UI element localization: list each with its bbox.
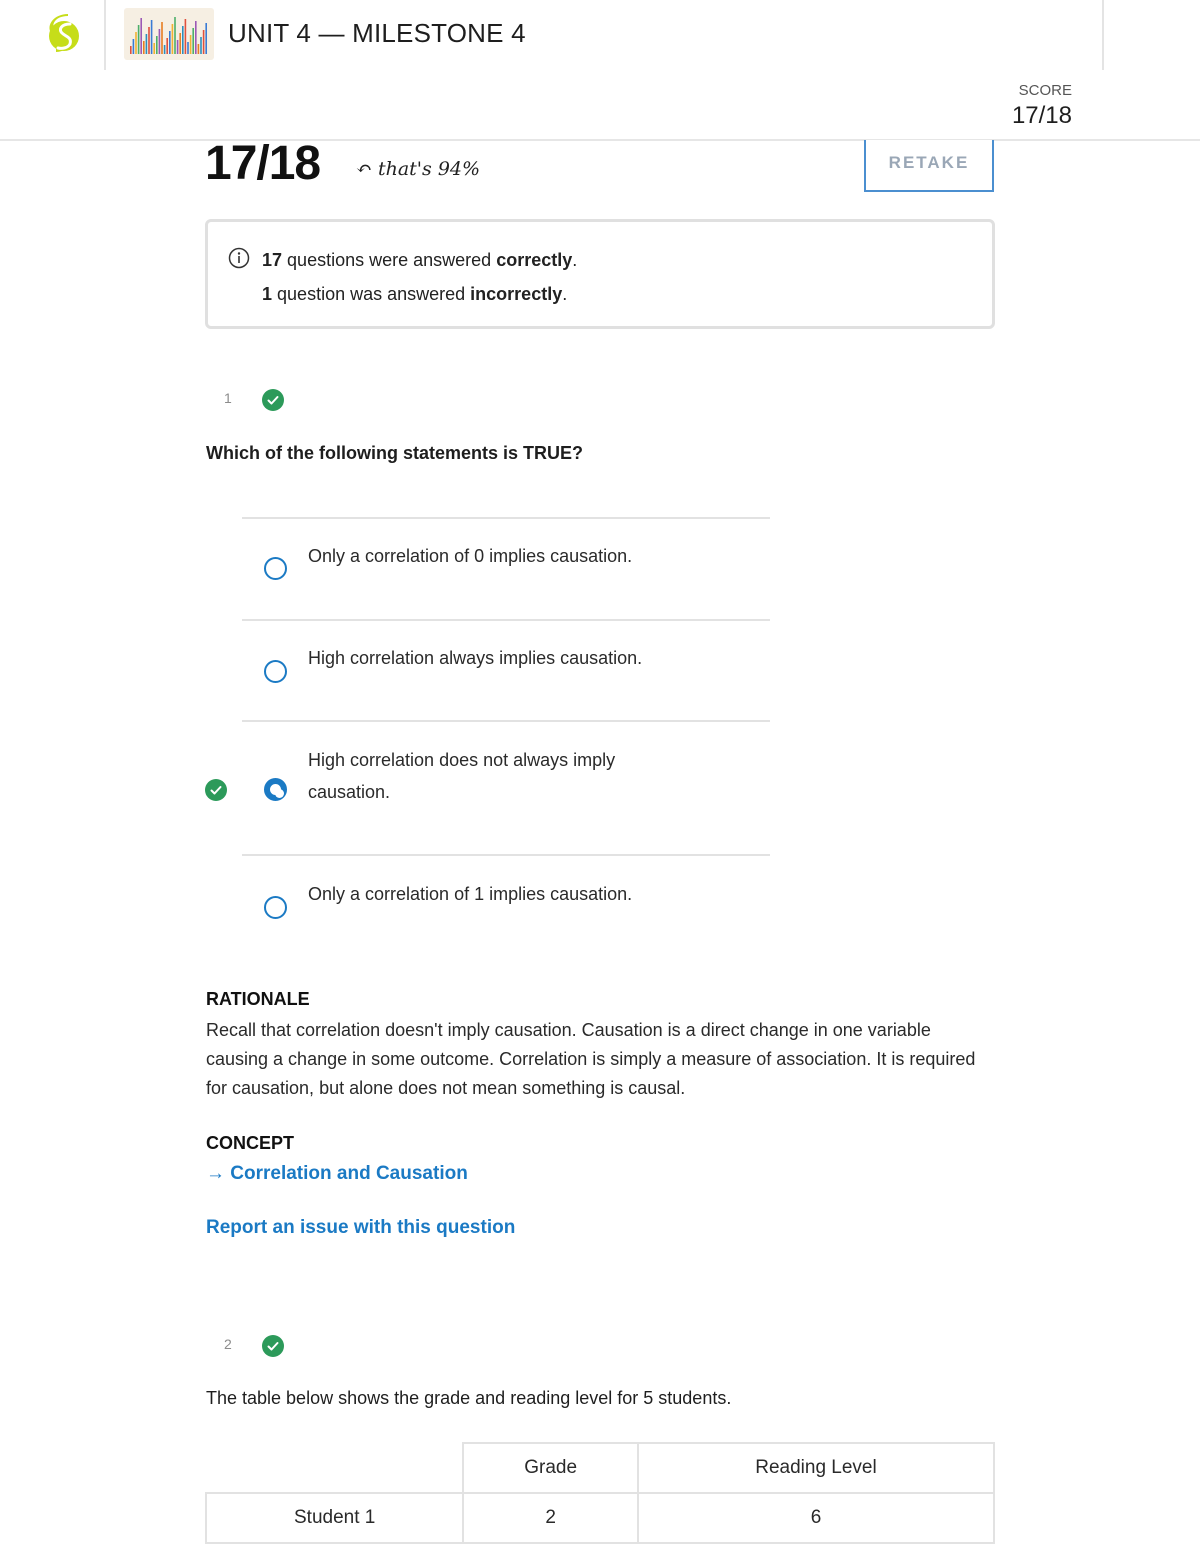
thumbnail-bar [166,38,168,54]
result-summary-box [205,219,995,329]
question-prompt: Which of the following statements is TRUE? [206,443,584,463]
option-divider [242,619,770,621]
concept-link[interactable] [206,1163,468,1185]
question-number: 2 [224,1336,232,1352]
question-prompt: The table below shows the grade and reading level for 5 students. [206,1388,732,1408]
rationale-heading: RATIONALE [206,989,310,1009]
thumbnail-bar [130,46,132,54]
thumbnail-bar [172,24,174,54]
question-number: 1 [224,390,232,406]
percent-note [356,158,480,180]
header-divider [104,0,106,70]
option-radio[interactable] [264,660,287,683]
thumbnail-bar [182,26,184,54]
header-divider-right [1102,0,1104,70]
thumbnail-bar [198,44,200,54]
top-bar [0,0,1200,70]
table-header-cell: Reading Level [638,1443,994,1493]
option-label[interactable]: Only a correlation of 0 implies causation. [308,546,633,566]
thumbnail-bar [140,18,142,54]
option-label[interactable]: High correlation always implies causation. [308,648,643,668]
option-radio[interactable] [264,557,287,580]
thumbnail-bar [195,21,197,54]
thumbnail-bar [151,20,153,54]
option-label[interactable]: Only a correlation of 1 implies causation. [308,884,633,904]
thumbnail-bar [133,39,135,54]
concept-heading: CONCEPT [206,1133,295,1153]
score-value: 17/18 [1011,102,1072,129]
option-divider [242,517,770,519]
summary-correct: 17 questions were answered correctly. [262,250,578,270]
option-divider [242,720,770,722]
table-header-cell [206,1443,463,1493]
thumbnail-bar [164,45,166,54]
table-cell: 6 [638,1493,994,1543]
thumbnail-bar [143,41,145,54]
table-cell: Student 1 [206,1493,463,1543]
score-label: SCORE [1018,82,1072,99]
thumbnail-bar [179,33,181,54]
rationale-text: Recall that correlation doesn't imply causation. Causation is a direct change in one variable causing a change in some outcome. Correlation is simply a measure of association. It is required for causation, but alone does not mean something is causal. [206,1020,976,1098]
thumbnail-bar [187,42,189,54]
thumbnail-bar [169,31,171,54]
arrow-right-icon: → [206,1163,225,1184]
result-score: 17/18 [205,137,321,190]
correct-answer-check-icon [205,779,227,801]
percent-note-text: that's 94% [377,158,481,180]
unit-thumbnail [124,8,214,60]
thumbnail-bar [200,37,202,54]
thumbnail-bar [203,30,205,54]
thumbnail-bar [159,29,161,54]
option-label[interactable]: High correlation does not always imply causation. [308,750,616,802]
thumbnail-bar [185,19,187,54]
table-cell: 2 [463,1493,638,1543]
summary-incorrect: 1 question was answered incorrectly. [262,284,568,304]
arrow-left-icon: ↶ [356,158,372,180]
report-issue-link[interactable]: Report an issue with this question [206,1217,516,1238]
unit-title: UNIT 4 — MILESTONE 4 [228,18,526,48]
table-row [206,1493,994,1543]
thumbnail-bar [138,25,140,54]
concept-link-text[interactable]: Correlation and Causation [230,1163,468,1184]
thumbnail-bar [156,36,158,54]
table-header-row [206,1443,994,1493]
header-separator [0,139,1200,141]
correct-check-icon [262,1335,284,1357]
thumbnail-bar [174,17,176,54]
thumbnail-bar [190,35,192,54]
table-header-cell: Grade [463,1443,638,1493]
thumbnail-bar [205,23,207,54]
thumbnail-bar [177,40,179,54]
info-icon [228,247,250,269]
sophia-logo-icon[interactable] [44,12,84,60]
option-radio[interactable] [264,896,287,919]
correct-check-icon [262,389,284,411]
thumbnail-bar [146,34,148,54]
option-divider [242,854,770,856]
thumbnail-bar [153,43,155,54]
thumbnail-bar [148,27,150,54]
thumbnail-bar [161,22,163,54]
thumbnail-bar [135,32,137,54]
thumbnail-bar [192,28,194,54]
option-radio-selected[interactable] [264,778,287,801]
retake-button[interactable]: RETAKE [864,140,994,192]
data-table [205,1442,995,1544]
